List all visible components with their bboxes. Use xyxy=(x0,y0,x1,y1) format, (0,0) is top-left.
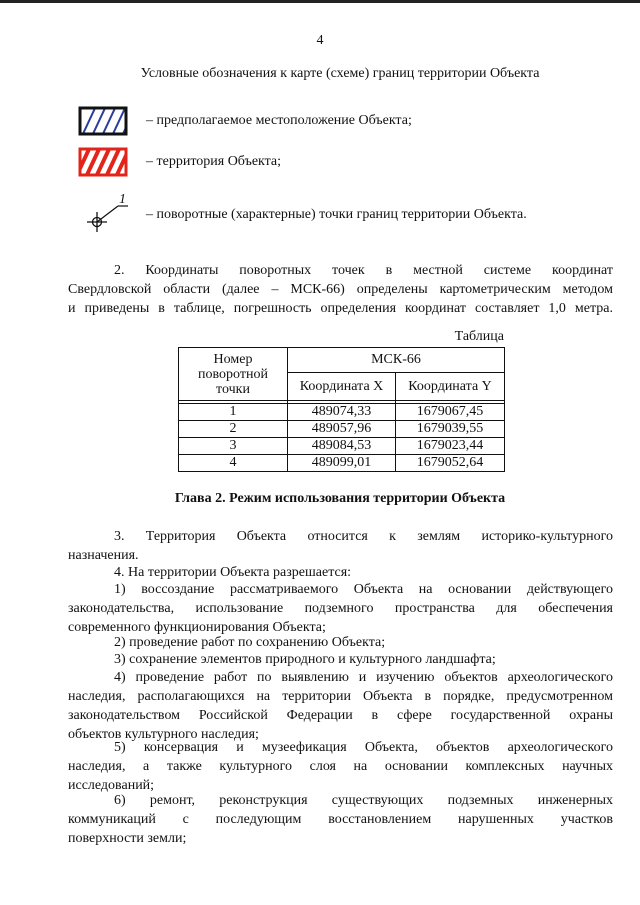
legend-item-proposed-location xyxy=(78,106,130,136)
table-row: 3 489084,53 1679023,44 xyxy=(179,438,505,455)
header-coordinate-x: Координата X xyxy=(288,373,396,401)
list-item: 2) проведение работ по сохранению Объекта; xyxy=(114,635,386,650)
coordinates-table xyxy=(178,347,505,472)
turning-point-marker-icon xyxy=(84,190,134,236)
list-item: 4) проведение работ по выявлению и изучению объектов археологического наследия, располагающихся на территории Объекта в порядке, предусмотренном законодательством Российской Федерации в сфере государственной охраны объектов культурного наследия; xyxy=(68,670,613,742)
table-row: 1 489074,33 1679067,45 xyxy=(179,404,505,421)
table-row: 2 489057,96 1679039,55 xyxy=(179,421,505,438)
header-point-number: Номер поворотной точки xyxy=(179,348,288,401)
blue-hatched-rectangle-icon xyxy=(78,106,128,136)
legend-item-turning-points xyxy=(84,190,134,236)
list-item: 1) воссоздание рассматриваемого Объекта на основании действующего законодательства, использование подземного пространства для обеспечения современного функционирования Объекта; xyxy=(68,582,613,635)
table-row: 4 489099,01 1679052,64 xyxy=(179,455,505,472)
page-top-border xyxy=(0,0,640,3)
page-number: 4 xyxy=(316,33,324,48)
legend-text-turning-points: – поворотные (характерные) точки границ территории Объекта. xyxy=(146,207,527,222)
list-item: 5) консервация и музеефикация Объекта, объектов археологического наследия, а также культурного слоя на основании комплексных научных исследований; xyxy=(68,740,613,793)
legend-text-object-territory: – территория Объекта; xyxy=(146,154,282,169)
paragraph-4: 4. На территории Объекта разрешается: xyxy=(114,565,352,580)
header-coordinate-system: МСК-66 xyxy=(288,348,505,373)
turning-point-number-label: 1 xyxy=(119,192,126,207)
chapter-heading: Глава 2. Режим использования территории Объекта xyxy=(174,491,506,506)
header-coordinate-y: Координата Y xyxy=(396,373,505,401)
legend-title: Условные обозначения к карте (схеме) границ территории Объекта xyxy=(140,66,540,81)
list-item: 3) сохранение элементов природного и культурного ландшафта; xyxy=(114,652,496,667)
legend-text-proposed-location: – предполагаемое местоположение Объекта; xyxy=(146,113,412,128)
paragraph-3: 3. Территория Объекта относится к землям историко-культурного назначения. xyxy=(68,529,613,563)
list-item: 6) ремонт, реконструкция существующих подземных инженерных коммуникаций с последующим восстановлением нарушенных участков поверхности земли; xyxy=(68,793,613,846)
coordinates-paragraph: 2. Координаты поворотных точек в местной системе координат Свердловской области (далее – МСК-66) определены картометрическим методом и приведены в таблице, погрешность определения координат составляет 1,0 метра. xyxy=(68,263,613,316)
table-caption: Таблица xyxy=(454,329,504,344)
red-hatched-rectangle-icon xyxy=(78,147,128,177)
legend-item-object-territory xyxy=(78,147,130,177)
